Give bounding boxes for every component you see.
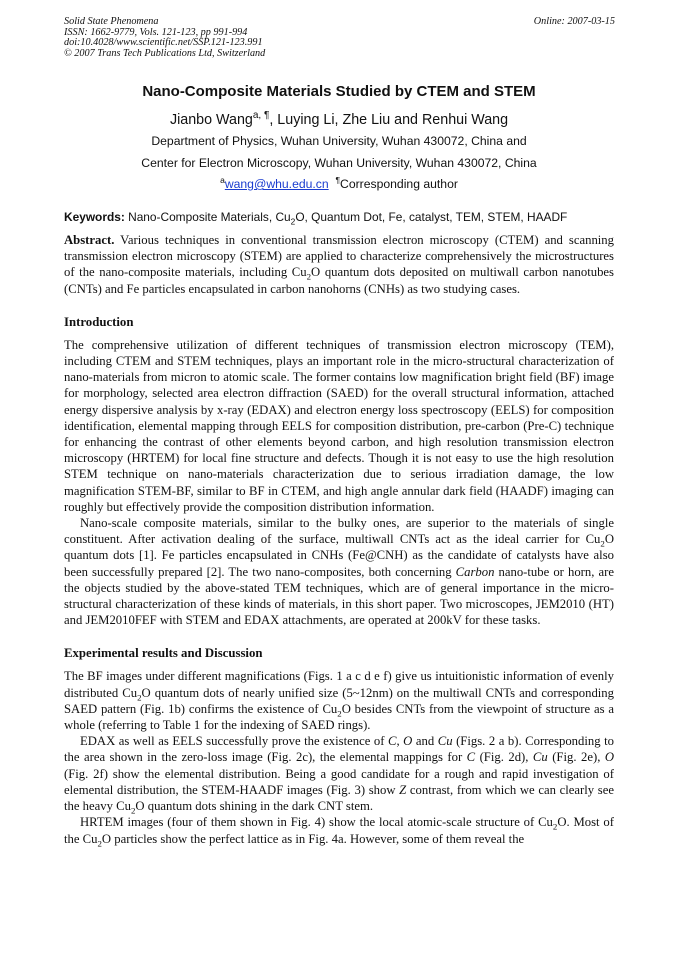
exp-p2-text-g: (Fig. 2f) show the elemental distribution. Being a good candidate for a rough and rapid investigation of elemental distribution, the STEM-HAADF images (Fig. 3) show: [64, 766, 614, 797]
intro-p2-text-b: O quantum dots [1]. Fe particles encapsulated in CNHs (Fe@CNH) as the candidate of catalysts have also been successfully prepared [2]. The two nano-composites, both concerning: [64, 532, 614, 579]
affiliation-1: Department of Physics, Wuhan University, Wuhan 430072, China and: [151, 134, 527, 148]
other-authors: , Luying Li, Zhe Liu and Renhui Wang: [269, 112, 509, 128]
experimental-paragraph-2: [64, 733, 614, 814]
intro-p2-text-a: Nano-scale composite materials, similar to the bulky ones, are superior to the materials of single constituent. After activation dealing of the surface, multiwall CNTs act as the ideal carrier for Cu: [64, 516, 614, 547]
paper-title: Nano-Composite Materials Studied by CTEM and STEM: [142, 83, 536, 100]
exp-p2-em-7: Z: [399, 782, 407, 797]
experimental-paragraph-1: [64, 668, 614, 733]
issn-line: ISSN: 1662-9779, Vols. 121-123, pp 991-994: [64, 26, 248, 38]
contact-line: [64, 174, 614, 191]
exp-p2-em-5: Cu: [532, 750, 548, 765]
exp-p2-text-f: (Fig. 2e),: [547, 750, 605, 765]
author-line: [64, 112, 614, 128]
corresponding-note: Corresponding author: [340, 177, 458, 191]
online-date: Online: 2007-03-15: [533, 16, 615, 27]
abstract: [64, 232, 614, 297]
exp-p2-em-2: O: [403, 734, 413, 749]
author-marks: a, ¶: [252, 110, 270, 122]
email-mark: a: [220, 174, 225, 185]
exp-p1-text-b: O quantum dots of nearly unified size (5~12nm) on the multiwall CNTs and corresponding SAED pattern (Fig. 1b) confirms the existence of Cu: [64, 685, 614, 716]
exp-p3-text-c: O particles show the perfect lattice as in Fig. 4a. However, some of them reveal the: [101, 831, 525, 846]
paper-body: [64, 83, 614, 847]
keywords-text-2: O, Quantum Dot, Fe, catalyst, TEM, STEM, HAADF: [295, 210, 568, 224]
journal-name: Solid State Phenomena: [64, 16, 159, 27]
keywords-text-1: Nano-Composite Materials, Cu: [124, 210, 291, 224]
abstract-text-2: O quantum dots deposited on multiwall carbon nanotubes (CNTs) and Fe particles encapsulated in carbon nanohorns (CNHs) as two studying cases.: [64, 265, 614, 296]
exp-p2-text-c: and: [412, 734, 438, 749]
keywords: [64, 210, 614, 227]
exp-p3-sub-2: 2: [97, 838, 102, 849]
introduction-heading: Introduction: [64, 314, 134, 329]
introduction-paragraph-2: [64, 515, 614, 628]
intro-p2-emphasis: Carbon: [455, 564, 495, 579]
journal-header: [64, 17, 265, 59]
exp-p2-text-i: O quantum dots shining in the dark CNT stem.: [135, 799, 374, 814]
introduction-paragraph-1: The comprehensive utilization of different techniques of transmission electron microscopy (TEM), including CTEM and STEM techniques, plays an important role in the micro-structural characterization of nano-materials from micron to atomic scale. The former contains low magnification bright field (BF) image for morphology, selected area electron diffraction (SAED) for the overall structural information, attached energy dispersive analysis by x-ray (EDAX) and electron energy loss spectroscopy (EELS) for composition identification, elemental mapping through EELS for composition distribution, pre-carbon (Pre-C) technique for enhancing the contrast of other elements beyond carbon, and high resolution transmission electron microscopy (HRTEM) for local fine structure and defects. Though it is not easy to use the high resolution STEM technique on nano-materials characterization due to serious irradiation damage, the low magnification STEM-BF, similar to BF in CTEM, and high angle annular dark field (HAADF) imaging can roughly but effectively provide the composition distribution information.: [64, 337, 614, 514]
experimental-heading: Experimental results and Discussion: [64, 646, 263, 661]
keywords-label: Keywords:: [64, 210, 125, 224]
copyright-line: © 2007 Trans Tech Publications Ltd, Switzerland: [64, 47, 266, 59]
exp-p1-sub-2: 2: [337, 708, 342, 719]
exp-p1-text-c: O besides CNTs from the viewpoint of structure as a whole (referring to Table 1 for the indexing of SAED rings).: [64, 701, 614, 733]
exp-p1-sub-1: 2: [137, 692, 142, 703]
exp-p3-sub-1: 2: [552, 821, 558, 832]
abstract-text-1: Various techniques in conventional transmission electron microscopy (CTEM) and scanning transmission electron microscopy (STEM) are applied to characterize comprehensively the microstructures of the nano-composite materials, including Cu: [64, 233, 614, 280]
affiliation-2: Center for Electron Microscopy, Wuhan University, Wuhan 430072, China: [141, 156, 537, 170]
experimental-paragraph-3: [64, 814, 614, 849]
exp-p2-em-6: O: [604, 750, 615, 765]
keywords-sub: 2: [290, 216, 296, 227]
doi-line: doi:10.4028/www.scientific.net/SSP.121-123.991: [64, 37, 263, 48]
exp-p2-text-d: (Figs. 2 a b). Corresponding to the area shown in the zero-loss image (Fig. 2c), the elemental mappings for: [64, 734, 614, 765]
abstract-label: Abstract.: [64, 233, 115, 247]
first-author: Jianbo Wang: [169, 112, 253, 128]
exp-p3-text-a: HRTEM images (four of them shown in Fig. 4) show the local atomic-scale structure of Cu: [80, 815, 553, 830]
exp-p2-text-h: contrast, from which we can clearly see the heavy Cu: [64, 782, 614, 814]
exp-p2-em-4: C: [466, 750, 476, 765]
exp-p2-sub: 2: [130, 805, 136, 816]
email-link[interactable]: wang@whu.edu.cn: [224, 177, 329, 191]
exp-p2-em-1: C: [388, 734, 397, 749]
intro-p2-text-c: nano-tube or horn, are the objects studied by the above-stated TEM techniques, which are of general importance in the micro-structural characterization of these kinds of materials, in this short paper. Two microscopes, JEM2010 (HT) and JEM2010FEF with STEM and EDAX attachments, are operated at 200kV for these tasks.: [64, 564, 614, 628]
corresponding-mark: ¶: [335, 174, 341, 185]
exp-p2-em-3: Cu: [437, 734, 453, 749]
exp-p1-text-a: The BF images under different magnifications (Figs. 1 a c d e f) give us intuitionistic information of evenly distributed Cu: [64, 669, 614, 700]
exp-p2-text-a: EDAX as well as EELS successfully prove the existence of: [80, 734, 388, 749]
intro-p2-sub: 2: [600, 538, 605, 549]
abstract-sub: 2: [306, 271, 312, 282]
exp-p2-text-b: ,: [396, 734, 404, 749]
exp-p2-text-e: (Fig. 2d),: [475, 750, 533, 765]
exp-p3-text-b: O. Most of the Cu: [64, 815, 614, 846]
